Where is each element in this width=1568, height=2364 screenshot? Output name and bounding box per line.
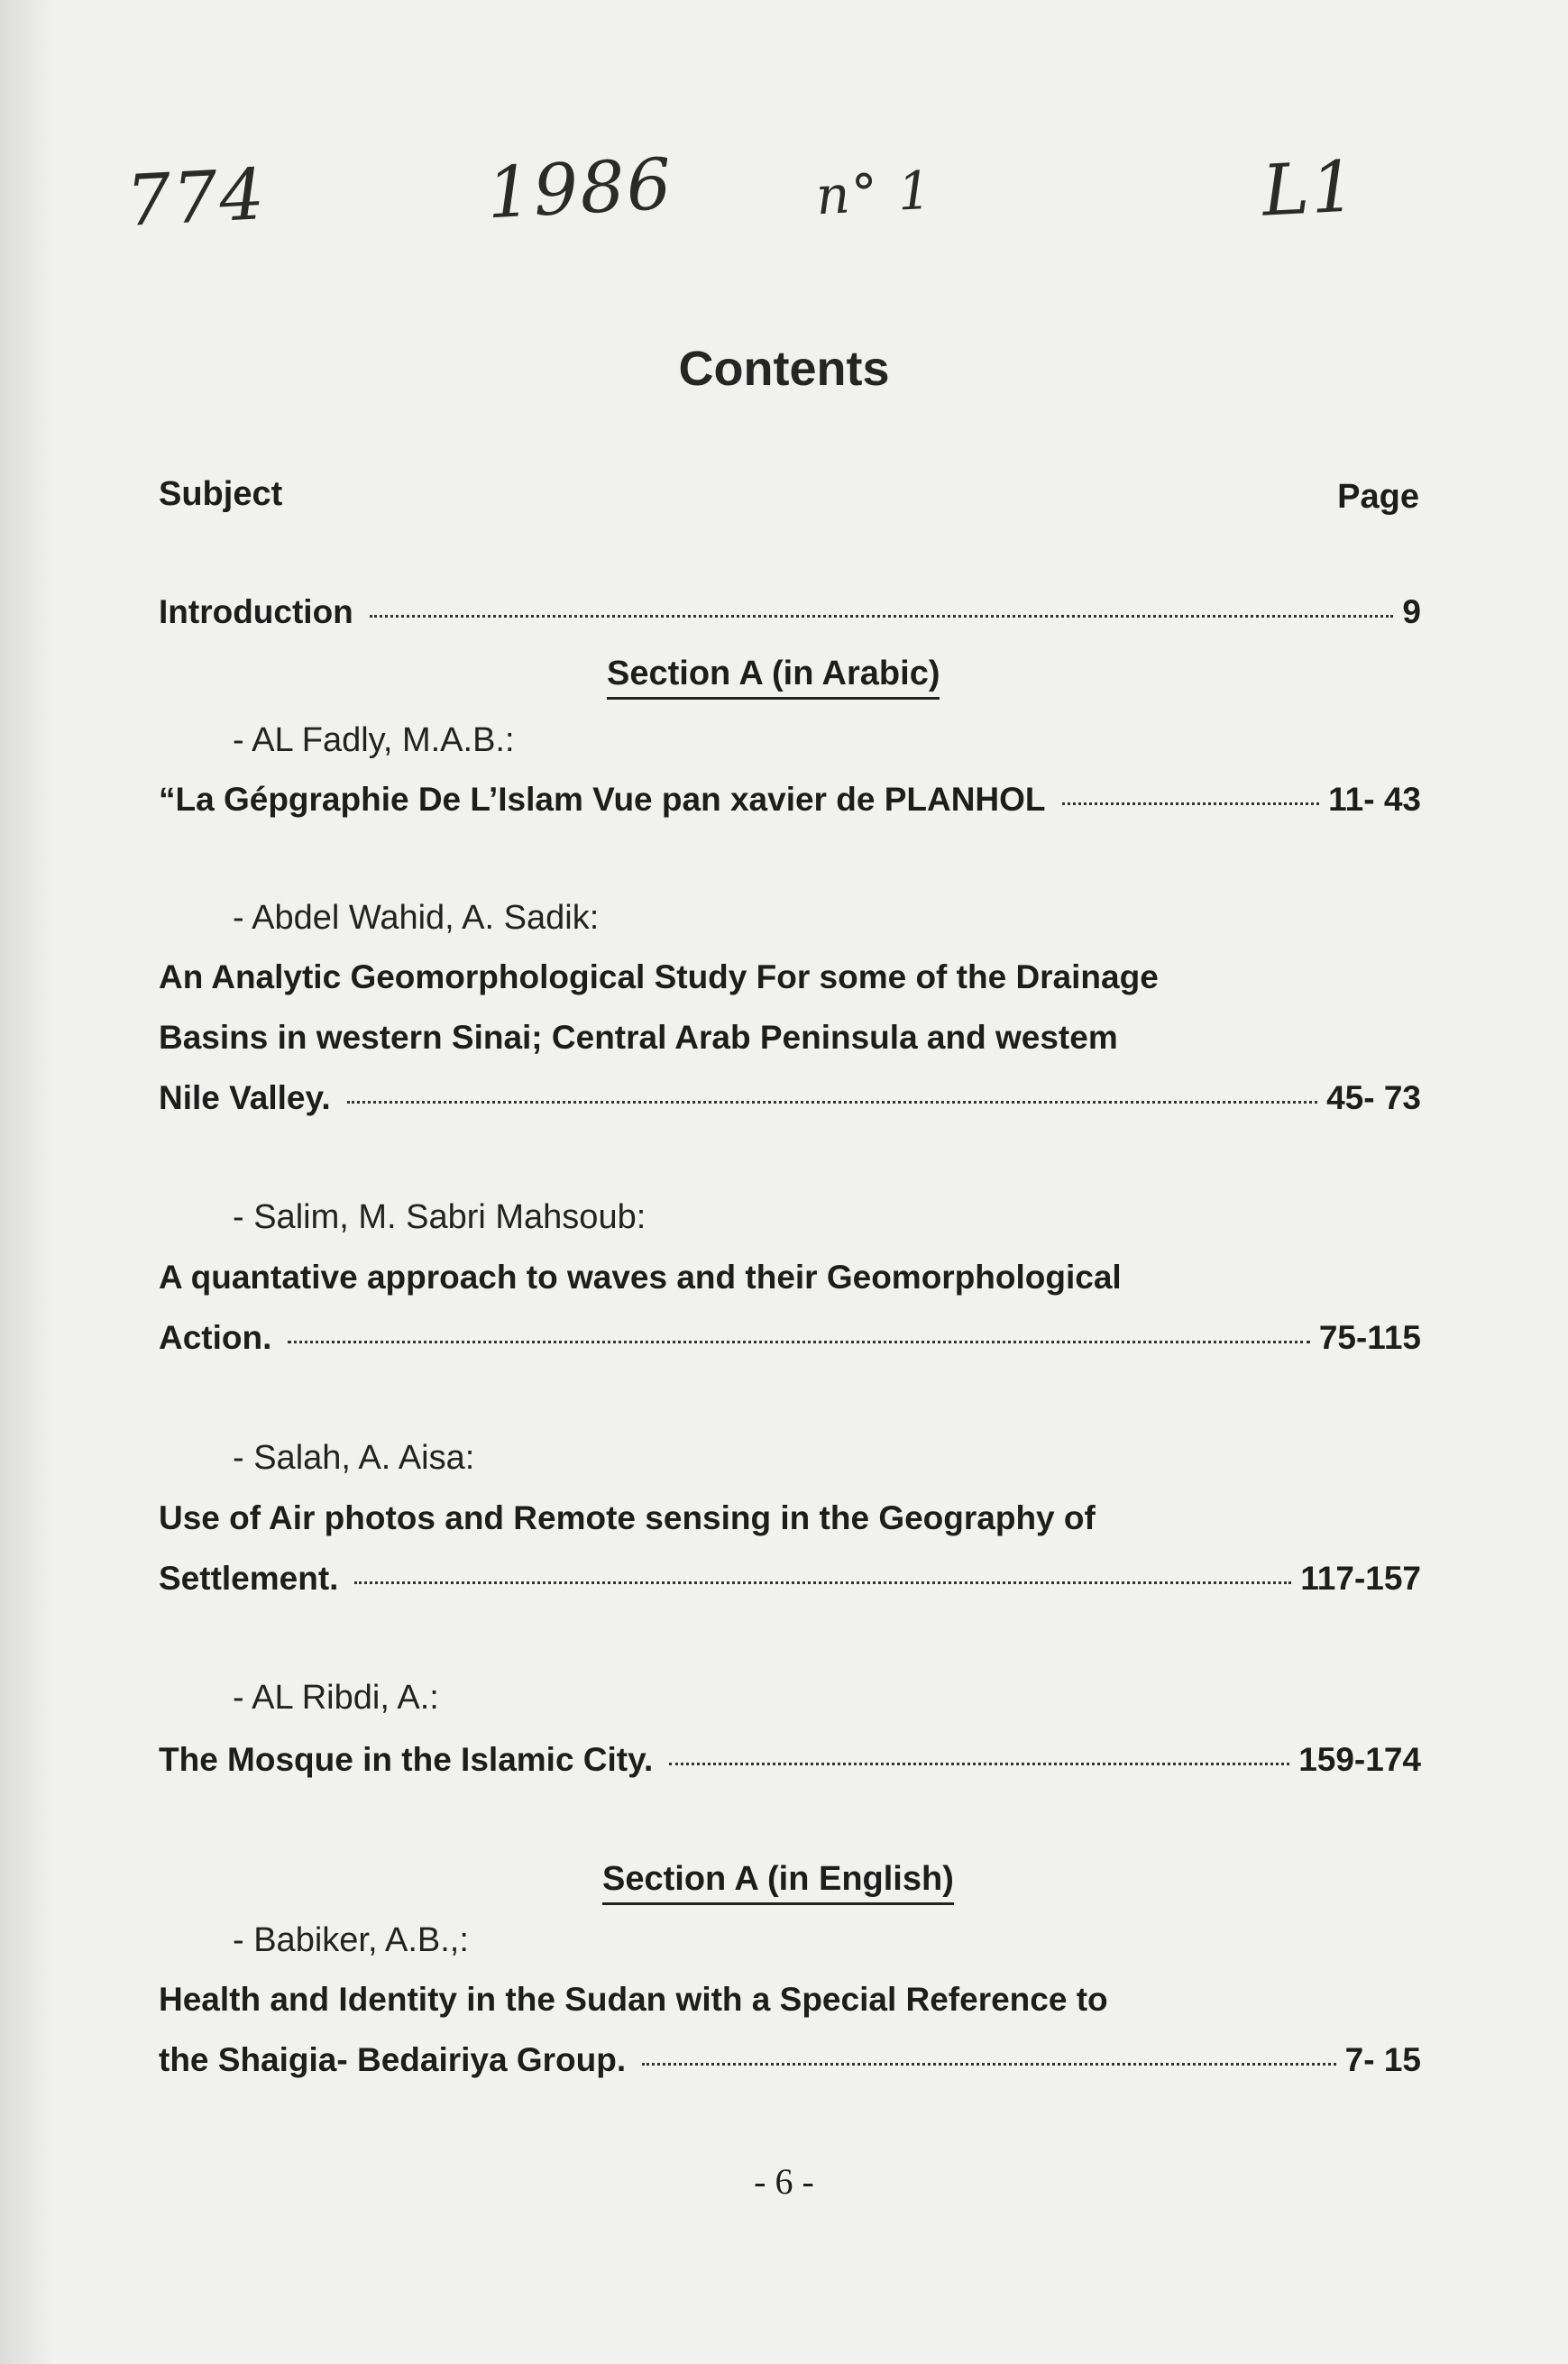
entry-page: 7- 15 <box>1344 2041 1421 2078</box>
handwritten-code: 774 <box>124 154 269 243</box>
entry-title: An Analytic Geomorphological Study For some of the Drainage <box>159 958 1159 995</box>
toc-entry <box>159 781 1421 819</box>
entry-page: 117-157 <box>1300 1560 1421 1597</box>
toc-entry-line <box>159 1259 1421 1297</box>
leader-dots <box>288 1337 1309 1343</box>
leader-dots <box>354 1578 1291 1584</box>
entry-author: - AL Fadly, M.A.B.: <box>233 721 515 759</box>
entry-page: 159-174 <box>1298 1741 1421 1778</box>
handwritten-number: n° 1 <box>814 159 935 227</box>
page-column-header: Page <box>1337 478 1419 516</box>
entry-page: 75-115 <box>1318 1319 1421 1356</box>
entry-title: Settlement. <box>159 1560 339 1597</box>
entry-title: Nile Valley. <box>159 1079 331 1116</box>
entry-author: - Abdel Wahid, A. Sadik: <box>233 899 600 937</box>
handwritten-year: 1986 <box>484 143 675 235</box>
leader-dots <box>347 1097 1317 1104</box>
entry-title: A quantative approach to waves and their Geomorphological <box>159 1259 1122 1296</box>
entry-page: 11- 43 <box>1328 781 1421 818</box>
toc-entry-line <box>159 1499 1421 1537</box>
leader-dots <box>370 611 1394 618</box>
leader-dots <box>1062 799 1320 805</box>
entry-title: Basins in western Sinai; Central Arab Peninsula and westem <box>159 1019 1118 1056</box>
toc-entry <box>159 2041 1421 2079</box>
entry-title: Health and Identity in the Sudan with a Special Reference to <box>159 1981 1108 2018</box>
toc-entry <box>159 1079 1421 1117</box>
entry-title: “La Gépgraphie De L’Islam Vue pan xavier de PLANHOL <box>159 781 1046 818</box>
subject-column-header: Subject <box>159 475 283 513</box>
entry-title: Action. <box>159 1319 272 1356</box>
entry-author: - Babiker, A.B.,: <box>233 1921 469 1959</box>
entry-title: Use of Air photos and Remote sensing in the Geography of <box>159 1499 1096 1536</box>
entry-author: - Salah, A. Aisa: <box>233 1439 475 1477</box>
leader-dots <box>642 2059 1336 2066</box>
toc-entry-line <box>159 1019 1421 1057</box>
page-number: - 6 - <box>754 2161 814 2202</box>
entry-page: 45- 73 <box>1326 1079 1421 1116</box>
entry-title: the Shaigia- Bedairiya Group. <box>159 2041 627 2078</box>
handwritten-index: L1 <box>1260 146 1360 233</box>
page-title: Contents <box>678 342 890 396</box>
entry-author: - AL Ribdi, A.: <box>233 1679 439 1717</box>
toc-entry <box>159 1741 1421 1779</box>
leader-dots <box>669 1759 1289 1765</box>
toc-entry <box>159 1319 1421 1357</box>
entry-author: - Salim, M. Sabri Mahsoub: <box>233 1198 646 1236</box>
entry-page: 9 <box>1402 593 1421 630</box>
section-heading-arabic: Section A (in Arabic) <box>607 655 940 700</box>
toc-entry <box>159 1560 1421 1598</box>
entry-title: The Mosque in the Islamic City. <box>159 1741 654 1778</box>
toc-entry-line <box>159 1981 1421 2019</box>
entry-title: Introduction <box>159 593 353 630</box>
section-heading-english: Section A (in English) <box>602 1860 954 1905</box>
toc-entry-introduction <box>159 593 1421 631</box>
toc-entry-line <box>159 958 1421 996</box>
